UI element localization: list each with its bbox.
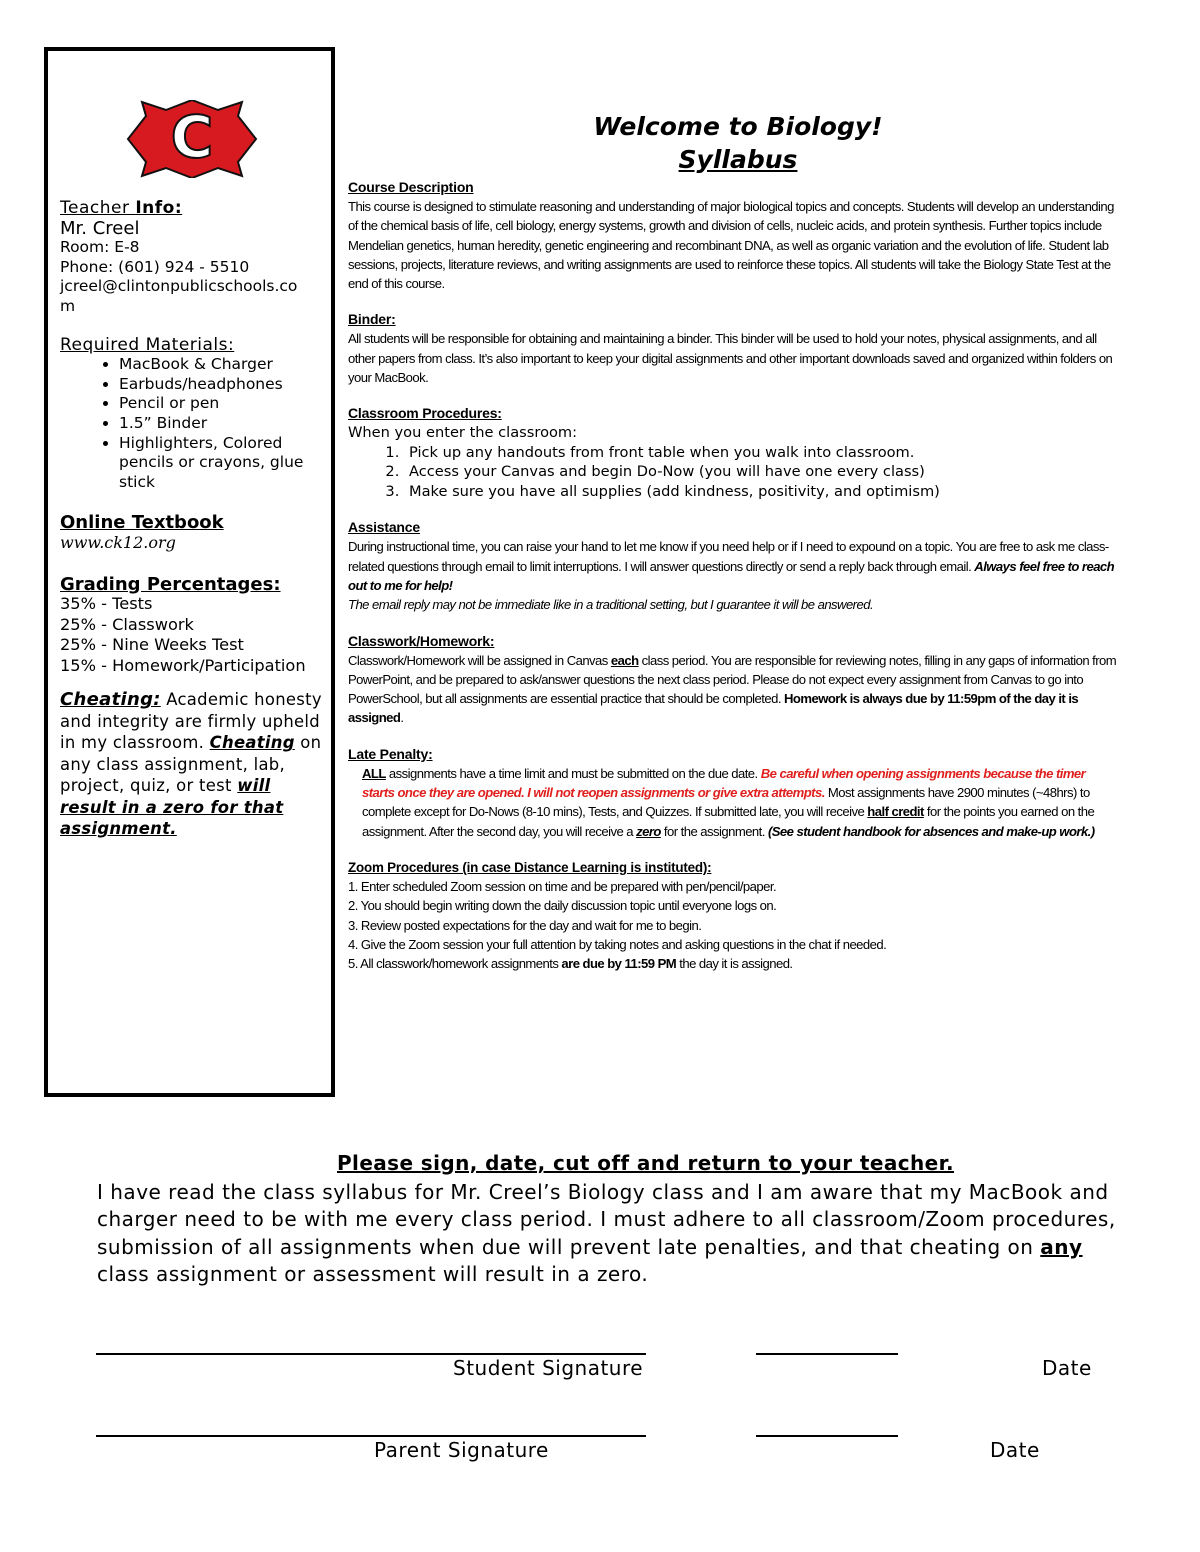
procedures-list — [348, 443, 1120, 502]
teacher-info-heading: Teacher Info: — [60, 198, 183, 218]
list-item: • Highlighters, Colored pencils or crayons, glue stick — [119, 434, 322, 493]
assistance-text: During instructional time, you can raise your hand to let me know if you need help or if I need to expound on a topic. You are free to ask me class-related questions through email to limit interruptions. I will answer questions directly or send a reply back through email. Always feel free to reach out to me for help! The email reply may not be immediate like in a traditional setting, but I guarantee it will be answered. — [348, 539, 1115, 613]
parent-date-line[interactable] — [756, 1435, 898, 1437]
parent-date-label: Date — [990, 1438, 1040, 1462]
grading-line: 35% - Tests — [60, 594, 153, 614]
zoom-procedures-list — [348, 877, 1120, 973]
return-instructions: Please sign, date, cut off and return to your teacher. — [337, 1151, 955, 1175]
parent-signature-line[interactable] — [96, 1435, 646, 1437]
binder-text: All students will be responsible for obtaining and maintaining a binder. This binder will be used to hold your notes, physical assignments, and all other papers from class. It’s also important to keep your digital assignments and other important downloads saved and organized within folders on your MacBook. — [348, 331, 1113, 386]
student-date-line[interactable] — [756, 1353, 898, 1355]
student-signature-label: Student Signature — [453, 1356, 644, 1380]
procedures-intro: When you enter the classroom: — [348, 424, 578, 442]
binder-heading: Binder: — [348, 311, 396, 328]
list-item: 4. Give the Zoom session your full attention by taking notes and asking questions in the chat if needed. — [348, 936, 887, 952]
logo-letter: C — [170, 103, 214, 171]
student-date-label: Date — [1042, 1356, 1092, 1380]
materials-list — [60, 355, 322, 492]
teacher-name: Mr. Creel — [60, 217, 140, 239]
materials-heading: Required Materials: — [60, 334, 235, 355]
cheating-policy: Cheating: Academic honesty and integrity are firmly upheld in my classroom. Cheating on any class assignment, lab, project, quiz, or test will result in a zero for that assignment. — [60, 689, 322, 838]
list-item: • Earbuds/headphones — [119, 375, 322, 395]
list-item: • MacBook & Charger — [119, 355, 322, 375]
classwork-heading: Classwork/Homework: — [348, 632, 495, 649]
agreement-statement: I have read the class syllabus for Mr. Creel’s Biology class and I am aware that my MacBook and charger need to be with me every class period. I must adhere to all classroom/Zoom procedures, submission of all assignments when due will prevent late penalties, and that cheating on any class assignment or assessment will result in a zero. — [97, 1180, 1116, 1286]
course-description-text: This course is designed to stimulate reasoning and understanding of major biological topics and concepts. Students will develop an understanding of the chemical basis of life, cell biology, energy systems, growth and division of cells, nucleic acids, and protein synthesis. Further topics include Mendelian genetics, human heredity, genetic engineering and recombinant DNA, as well as organic variation and the evolution of life. Student lab sessions, projects, literature reviews, and writing assignments are used to reinforce these topics. All students will take the Biology State Test at the end of this course. — [348, 199, 1114, 292]
school-arrowhead-logo — [126, 100, 258, 178]
late-penalty-text: ALL assignments have a time limit and must be submitted on the due date. Be careful when opening assignments because the timer starts once they are opened. I will not reopen assignments or give extra attempts. Most assignments have 2900 minutes (~48hrs) to complete except for Do-Nows (8-10 mins), Tests, and Quizzes. If submitted late, you will receive half credit for the points you earned on the assignment. After the second day, you will receive a zero for the assignment. (See student handbook for absences and make-up work.) — [362, 765, 1095, 839]
procedures-heading: Classroom Procedures: — [348, 405, 502, 422]
list-item: 2. Access your Canvas and begin Do-Now (you will have one every class) — [404, 462, 1120, 482]
late-penalty-heading: Late Penalty: — [348, 745, 433, 762]
list-item: • Pencil or pen — [119, 394, 322, 414]
page-title: Welcome to Biology! — [593, 112, 883, 141]
textbook-link[interactable]: www.ck12.org — [60, 532, 176, 552]
zoom-heading: Zoom Procedures (in case Distance Learning is instituted): — [348, 859, 712, 875]
teacher-email[interactable]: jcreel@clintonpublicschools.co m — [60, 277, 298, 315]
grading-line: 15% - Homework/Participation — [60, 655, 306, 675]
grading-heading: Grading Percentages: — [60, 573, 281, 595]
page-subtitle: Syllabus — [678, 145, 798, 174]
list-item: • 1.5” Binder — [119, 414, 322, 434]
sidebar-box — [44, 47, 335, 1097]
list-item: 2. You should begin writing down the daily discussion topic until everyone logs on. — [348, 898, 777, 914]
student-signature-line[interactable] — [96, 1353, 646, 1355]
teacher-phone: Phone: (601) 924 - 5510 — [60, 257, 250, 276]
course-description-heading: Course Description — [348, 179, 474, 195]
teacher-room: Room: E-8 — [60, 238, 140, 257]
classwork-text: Classwork/Homework will be assigned in Canvas each class period. You are responsible for reviewing notes, filling in any gaps of information from PowerPoint, and be prepared to ask/answer questions the next class period. Please do not expect every assignment from Canvas to go into PowerSchool, but all assignments are essential practice that should be completed. Homework is always due by 11:59pm of the day it is assigned. — [348, 652, 1117, 726]
parent-signature-label: Parent Signature — [374, 1438, 549, 1462]
grading-line: 25% - Nine Weeks Test — [60, 635, 244, 655]
list-item: 3. Make sure you have all supplies (add kindness, positivity, and optimism) — [404, 482, 1120, 502]
textbook-heading: Online Textbook — [60, 512, 224, 534]
assistance-heading: Assistance — [348, 519, 420, 536]
list-item: 5. All classwork/homework assignments are due by 11:59 PM the day it is assigned. — [348, 956, 793, 972]
list-item: 1. Enter scheduled Zoom session on time and be prepared with pen/pencil/paper. — [348, 878, 777, 894]
list-item: 3. Review posted expectations for the day and wait for me to begin. — [348, 917, 702, 933]
list-item: 1. Pick up any handouts from front table when you walk into classroom. — [404, 443, 1120, 463]
grading-line: 25% - Classwork — [60, 614, 194, 634]
